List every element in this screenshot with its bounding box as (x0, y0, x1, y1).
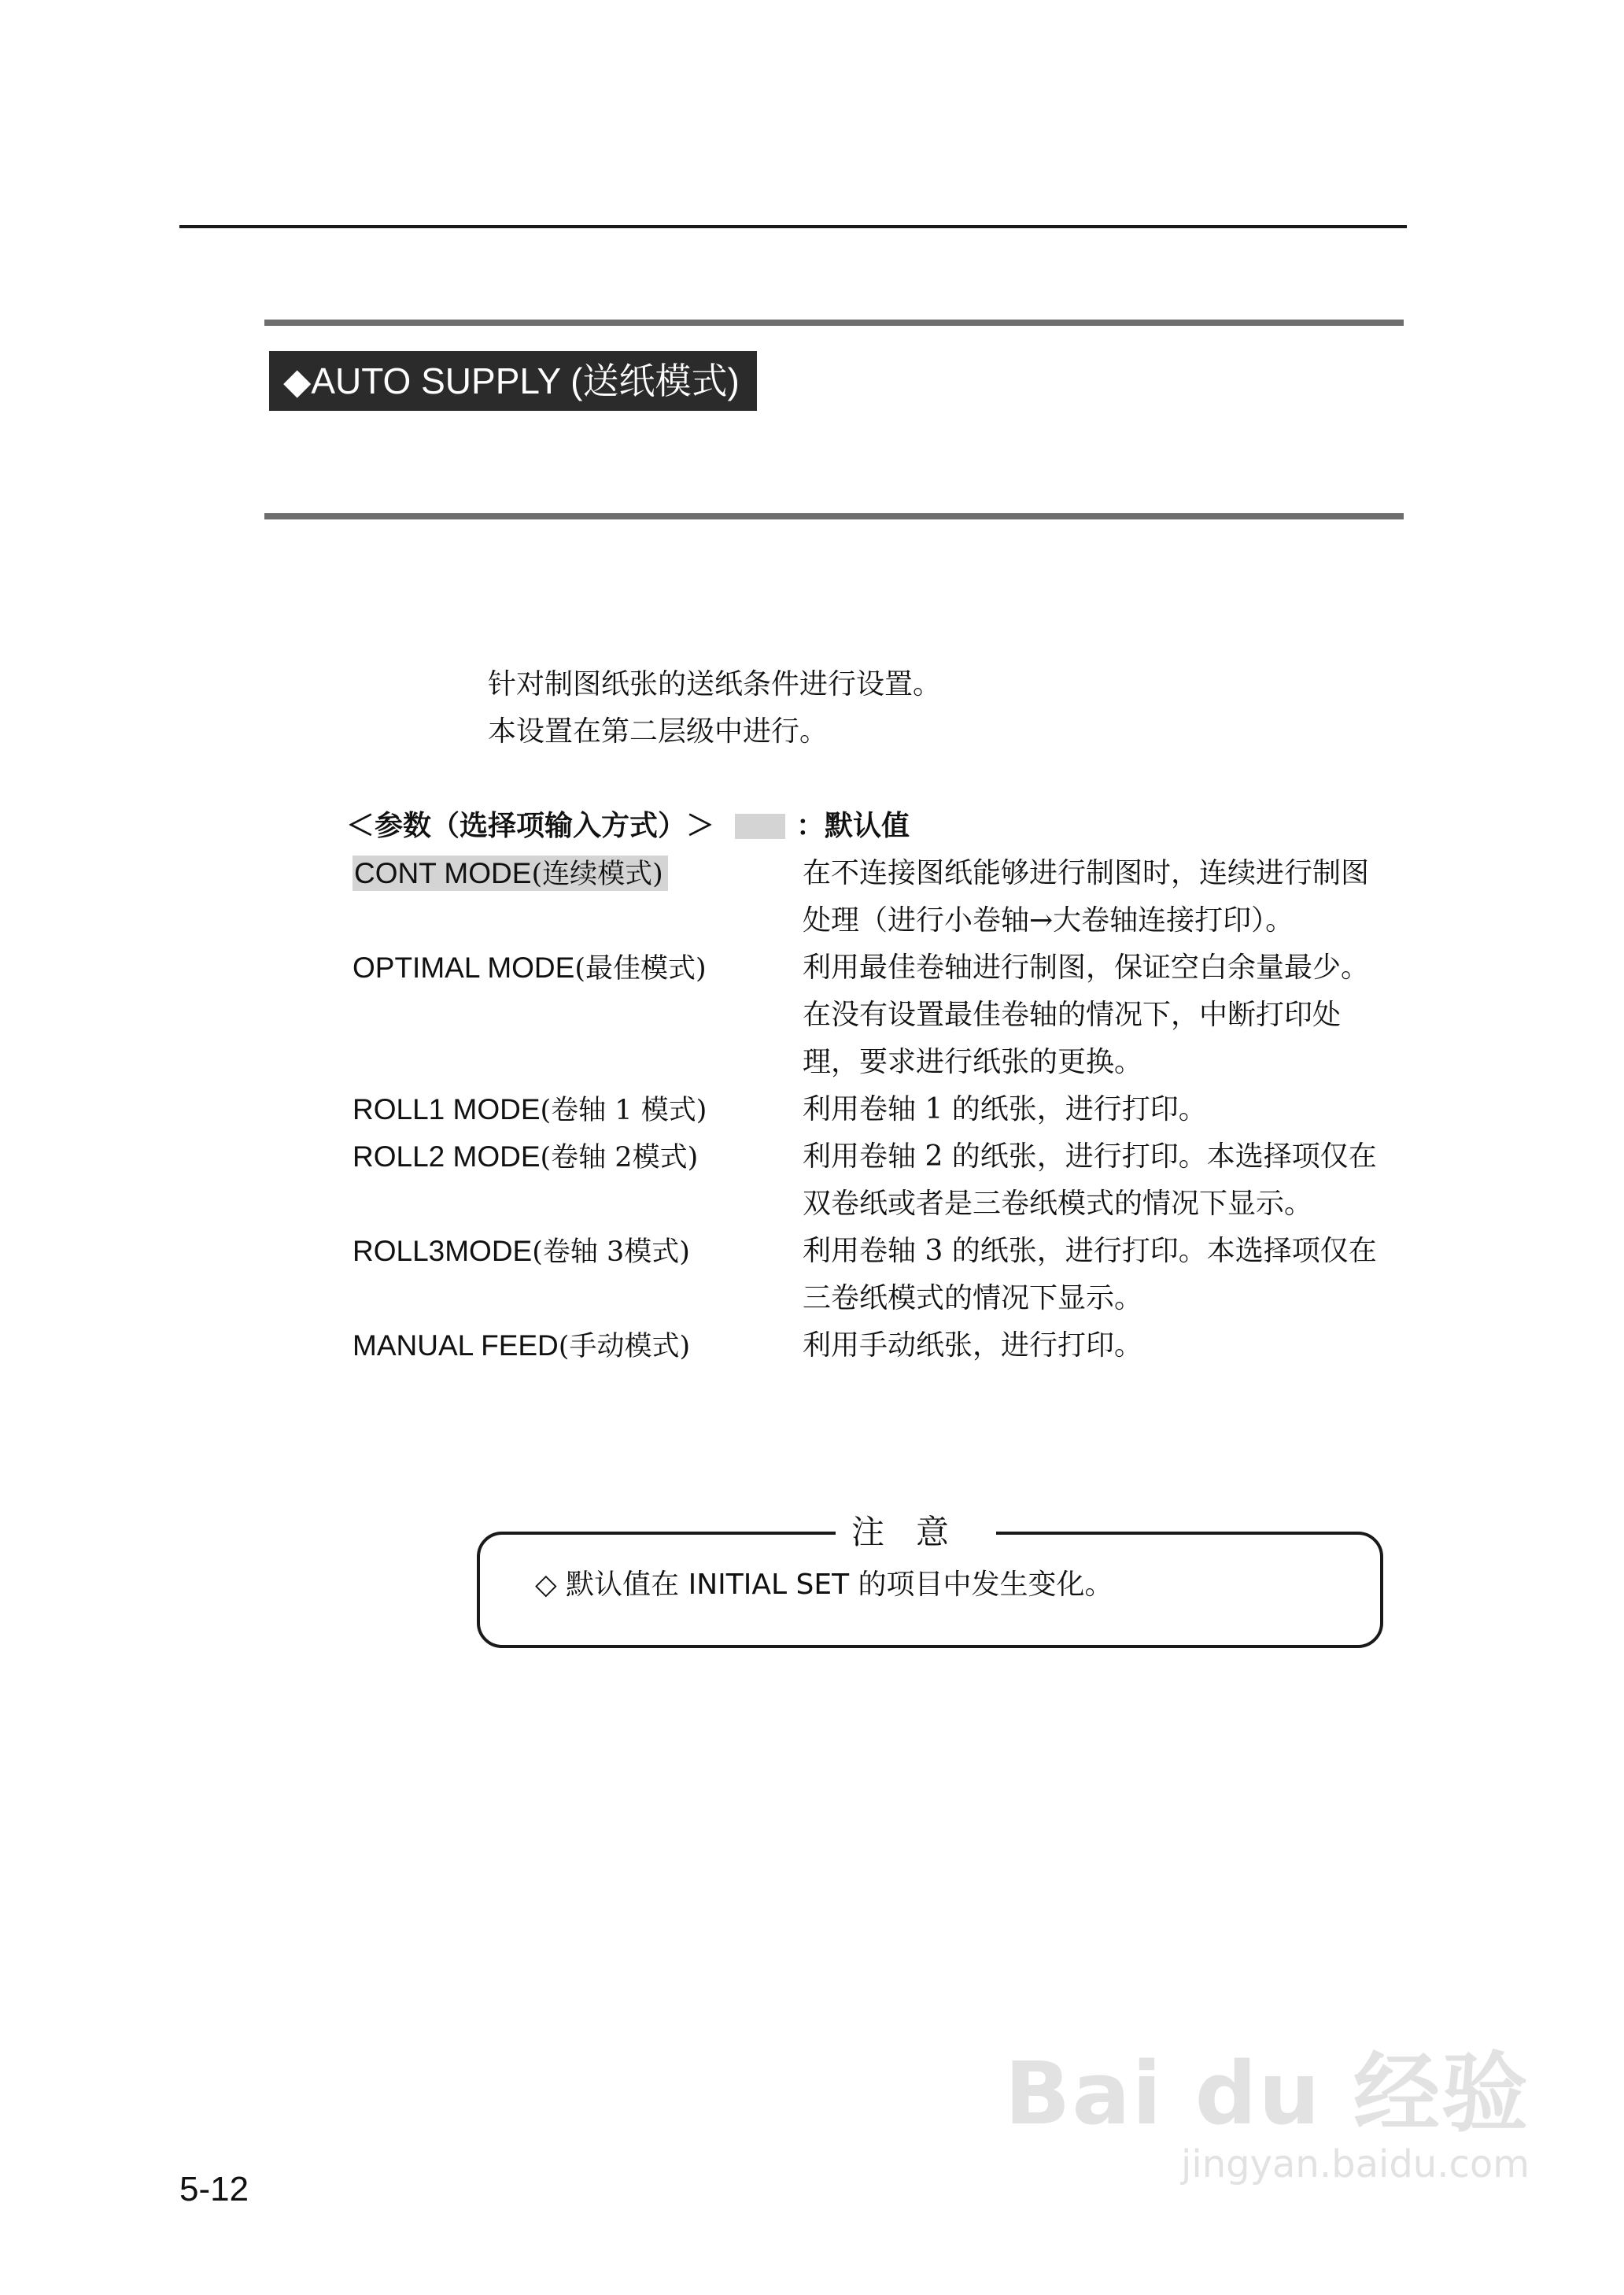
option-roll2-mode (352, 1133, 698, 1181)
option-optimal-mode (352, 944, 707, 992)
desc-line: 双卷纸或者是三卷纸模式的情况下显示。 (803, 1188, 1313, 1220)
watermark-brand: Bai du 经验 (1004, 2043, 1530, 2144)
option-manual-feed (352, 1322, 690, 1370)
desc-line: 三卷纸模式的情况下显示。 (803, 1282, 1143, 1314)
option-desc-optimal-mode (803, 944, 1408, 1086)
desc-line: 利用最佳卷轴进行制图，保证空白余量最少。 (803, 952, 1370, 984)
option-desc-cont-mode (803, 850, 1408, 944)
desc-line: 理，要求进行纸张的更换。 (803, 1046, 1143, 1078)
desc-line: 利用卷轴 2 的纸张，进行打印。本选择项仅在 (803, 1140, 1377, 1173)
default-label: ：默认值 (796, 810, 910, 842)
option-name: ROLL1 MODE (352, 1093, 541, 1125)
desc-line: 在没有设置最佳卷轴的情况下，中断打印处 (803, 999, 1342, 1031)
desc-line: 处理（进行小卷轴→大卷轴连接打印）。 (803, 904, 1294, 937)
option-name: MANUAL FEED (352, 1329, 559, 1362)
option-cn: (卷轴 2模式) (540, 1142, 699, 1173)
option-cont-mode (352, 850, 668, 898)
option-name: CONT MODE (354, 857, 532, 889)
option-name: ROLL3MODE (352, 1235, 533, 1267)
option-name: OPTIMAL MODE (352, 952, 575, 984)
option-cn: (卷轴 1 模式) (540, 1095, 707, 1126)
section-rule-upper (264, 320, 1404, 326)
option-name: ROLL2 MODE (352, 1140, 541, 1173)
desc-line: 在不连接图纸能够进行制图时，连续进行制图 (803, 857, 1370, 889)
option-cn: (最佳模式) (574, 953, 707, 985)
watermark-logo (1004, 2043, 1530, 2188)
page-number: 5-12 (179, 2170, 249, 2208)
option-desc-roll3-mode (803, 1228, 1408, 1322)
note-text: ◇ 默认值在 INITIAL SET 的项目中发生变化。 (535, 1569, 1113, 1601)
option-roll1-mode (352, 1086, 707, 1134)
desc-line: 利用卷轴 3 的纸张，进行打印。本选择项仅在 (803, 1235, 1377, 1267)
desc-line: 利用手动纸张，进行打印。 (803, 1329, 1143, 1362)
option-desc-roll2-mode (803, 1133, 1408, 1228)
option-desc-manual-feed (803, 1322, 1408, 1369)
option-cn: (手动模式) (558, 1331, 691, 1362)
watermark-url: jingyan.baidu.com (1181, 2142, 1530, 2186)
option-cn: (卷轴 3模式) (532, 1236, 690, 1268)
top-rule (179, 225, 1407, 228)
section-title: ◆AUTO SUPPLY (送纸模式) (269, 351, 757, 411)
desc-line: 利用卷轴 1 的纸张，进行打印。 (803, 1093, 1207, 1125)
option-desc-roll1-mode (803, 1086, 1408, 1133)
note-title: 注意 (836, 1505, 996, 1560)
option-cn: (连续模式) (531, 859, 663, 890)
section-rule-lower (264, 513, 1404, 519)
parameter-legend (346, 803, 910, 850)
parameter-label: ＜参数（选择项输入方式）＞ (346, 810, 715, 842)
intro-line-2: 本设置在第二层级中进行。 (488, 715, 829, 748)
option-roll3-mode (352, 1228, 690, 1276)
default-swatch (735, 814, 785, 839)
intro-line-1: 针对制图纸张的送纸条件进行设置。 (488, 668, 942, 700)
